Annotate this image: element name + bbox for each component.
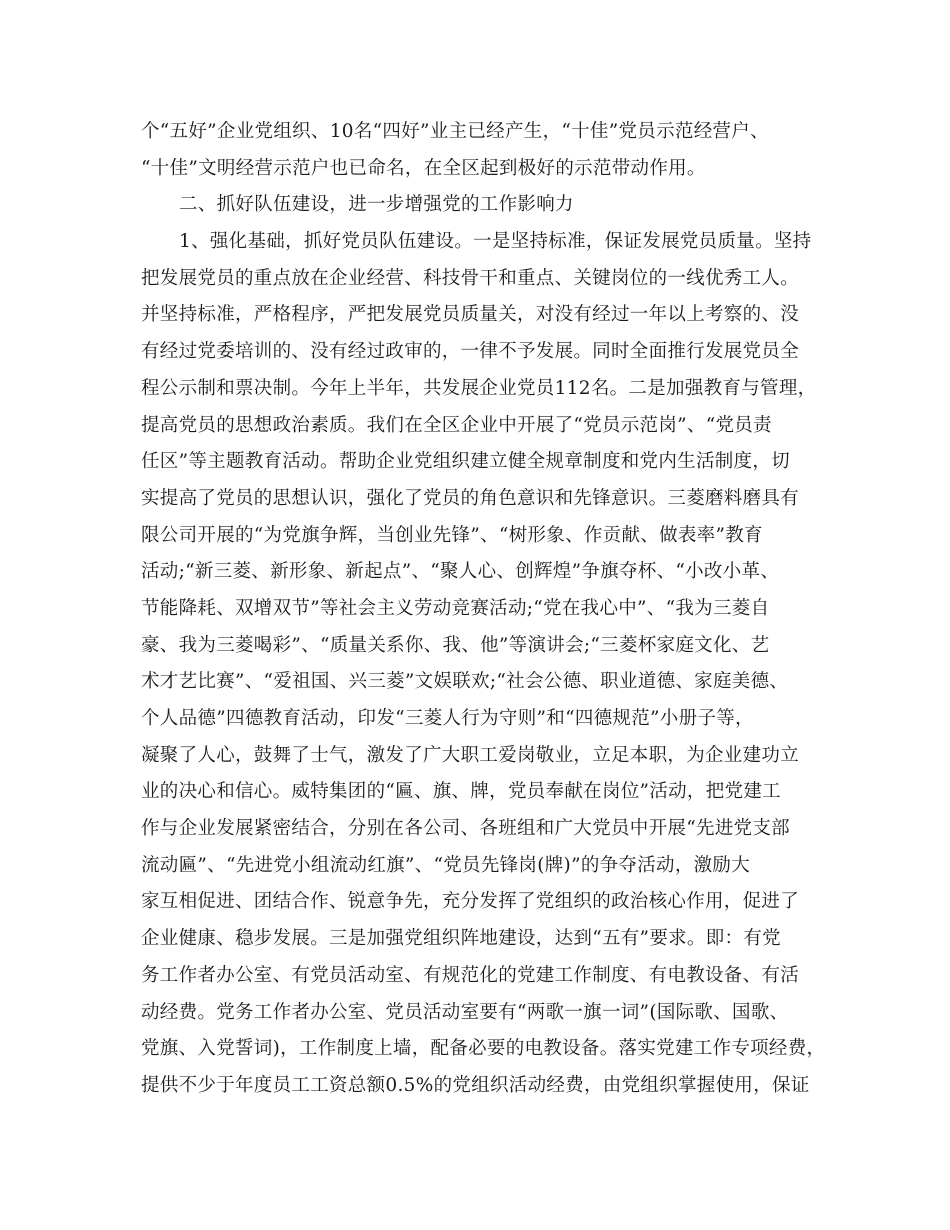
text-line: 提高党员的思想政治素质。我们在全区企业中开展了“党员示范岗”、“党员责 <box>141 414 772 436</box>
subsection-start: 1、强化基础，抓好党员队伍建设。一是坚持标准，保证发展党员质量。坚持 <box>179 231 812 253</box>
text-line: 节能降耗、双增双节”等社会主义劳动竞赛活动;“党在我心中”、“我为三菱自 <box>141 597 770 619</box>
text-line: 凝聚了人心，鼓舞了士气，激发了广大职工爱岗敬业，立足本职，为企业建功立 <box>141 744 800 766</box>
text-line: 任区”等主题教育活动。帮助企业党组织建立健全规章制度和党内生活制度，切 <box>141 451 790 473</box>
text-line: 有经过党委培训的、没有经过政审的，一律不予发展。同时全面推行发展党员全 <box>141 341 800 363</box>
text-line: 企业健康、稳步发展。三是加强党组织阵地建设，达到“五有”要求。即：有党 <box>141 928 781 950</box>
text-line: 豪、我为三菱喝彩”、“质量关系你、我、他”等演讲会;“三菱杯家庭文化、艺 <box>141 634 770 656</box>
text-line: 个“五好”企业党组织、10名“四好”业主已经产生，“十佳”党员示范经营户、 <box>141 121 769 142</box>
text-line: 务工作者办公室、有党员活动室、有规范化的党建工作制度、有电教设备、有活 <box>141 964 800 986</box>
text-line: 并坚持标准，严格程序，严把发展党员质量关，对没有经过一年以上考察的、没 <box>141 304 800 326</box>
text-line: 术才艺比赛”、“爱祖国、兴三菱”文娱联欢;“社会公德、职业道德、家庭美德、 <box>141 671 789 693</box>
text-line: 把发展党员的重点放在企业经营、科技骨干和重点、关键岗位的一线优秀工人。 <box>141 267 800 289</box>
text-line: 实提高了党员的思想认识，强化了党员的角色意识和先锋意识。三菱磨料磨具有 <box>141 487 800 509</box>
text-line: “十佳”文明经营示范户也已命名，在全区起到极好的示范带动作用。 <box>141 157 706 179</box>
text-line: 限公司开展的“为党旗争辉，当创业先锋”、“树形象、作贡献、做表率”教育 <box>141 524 763 546</box>
document-body <box>141 114 826 1105</box>
text-line: 作与企业发展紧密结合，分别在各公司、各班组和广大党员中开展“先进党支部 <box>141 818 790 840</box>
text-line: 业的决心和信心。威特集团的“匾、旗、牌，党员奉献在岗位”活动，把党建工 <box>141 781 781 803</box>
text-line: 个人品德”四德教育活动，印发“三菱人行为守则”和“四德规范”小册子等， <box>141 708 754 729</box>
text-line: 家互相促进、团结合作、锐意争先，充分发挥了党组织的政治核心作用，促进了 <box>141 891 800 913</box>
text-line: 程公示制和票决制。今年上半年，共发展企业党员112名。二是加强教育与管理， <box>141 377 817 399</box>
section-heading: 二、抓好队伍建设，进一步增强党的工作影响力 <box>179 194 574 216</box>
text-line: 提供不少于年度员工工资总额0.5%的党组织活动经费，由党组织掌握使用，保证 <box>141 1074 810 1096</box>
text-line: 流动匾”、“先进党小组流动红旗”、“党员先锋岗(牌)”的争夺活动，激励大 <box>141 854 751 876</box>
text-line: 党旗、入党誓词)，工作制度上墙，配备必要的电教设备。落实党建工作专项经费， <box>141 1038 826 1060</box>
text-line: 活动;“新三菱、新形象、新起点”、“聚人心、创辉煌”争旗夺杯、“小改小革、 <box>141 561 780 583</box>
text-line: 动经费。党务工作者办公室、党员活动室要有“两歌一旗一词”(国际歌、国歌、 <box>141 1001 789 1023</box>
